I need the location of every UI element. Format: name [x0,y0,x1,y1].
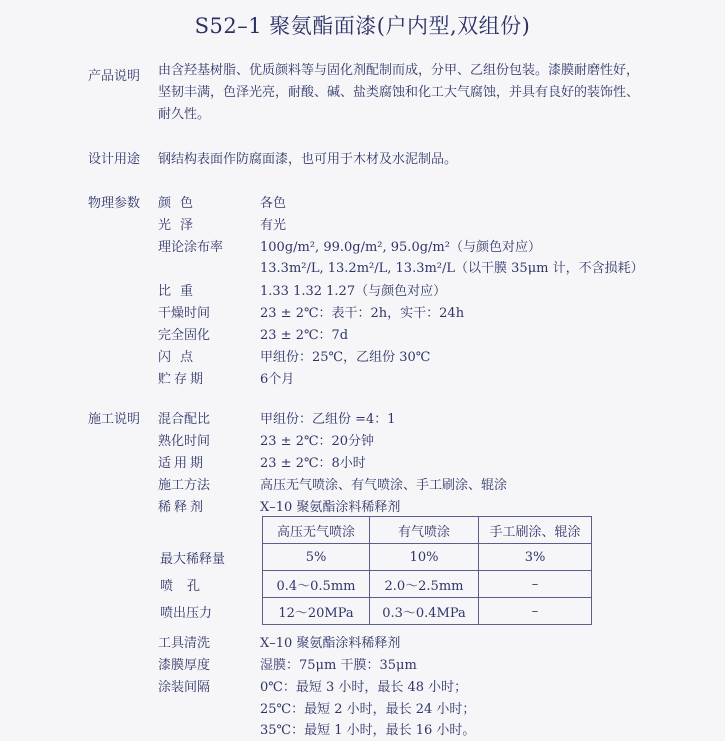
application-row [158,496,400,515]
param-value: 1.33 1.32 1.27（与颜色对应） [260,284,447,299]
param-value: 100g/m², 99.0g/m², 95.0g/m²（与颜色对应） [260,240,541,255]
param-row [158,324,348,343]
table-header: 有气喷涂 [370,517,479,544]
table-row-label: 最大稀释量 [160,552,226,567]
param-row [158,346,430,365]
table-cell: 0.4～0.5mm [263,571,370,598]
param-key: 完全固化 [158,328,211,343]
document-title: S52–1 聚氨酯面漆(户内型,双组份) [194,14,531,38]
interval-continued: 25℃：最短 2 小时，最长 24 小时； [260,702,476,717]
application-row [158,632,400,651]
application-key: 工具清洗 [158,636,211,651]
param-key: 光泽 [158,218,203,233]
section-label-usage: 设计用途 [88,152,141,167]
application-key: 涂装间隔 [158,680,211,695]
param-value-continued: 13.3m²/L, 13.2m²/L, 13.3m²/L（以干膜 35μm 计，不含损耗） [260,261,644,276]
dilution-table [262,516,592,625]
table-cell: 12～20MPa [263,598,370,625]
application-row [158,474,507,493]
param-key: 干燥时间 [158,306,211,321]
product-description [158,60,698,126]
param-value: 有光 [260,218,287,233]
application-value: X–10 聚氨酯涂料稀释剂 [260,500,401,515]
application-key: 稀释剂 [158,500,207,515]
application-value: 甲组份：乙组份 =4：1 [260,412,396,427]
table-header: 手工刷涂、辊涂 [479,517,592,544]
application-key: 施工方法 [158,478,211,493]
param-value: 6个月 [260,372,295,387]
param-row [158,280,446,299]
param-key: 理论涂布率 [158,240,224,255]
param-key: 比重 [158,284,203,299]
application-key: 漆膜厚度 [158,658,211,673]
table-row [263,598,592,625]
param-row [158,236,541,255]
table-cell: – [479,571,592,598]
application-value: 23 ± 2℃：8小时 [260,456,366,471]
section-label-physical: 物理参数 [88,196,141,211]
application-key: 混合配比 [158,412,211,427]
param-row [158,214,286,233]
application-row [158,452,366,471]
application-value: 23 ± 2℃：20分钟 [260,434,375,449]
application-value: X–10 聚氨酯涂料稀释剂 [260,636,401,651]
param-row [158,192,286,211]
application-row [158,654,417,673]
param-value: 各色 [260,196,287,211]
param-value: 甲组份：25℃，乙组份 30℃ [260,350,431,365]
interval-continued: 35℃：最短 1 小时，最长 16 小时。 [260,723,476,738]
application-row [158,676,467,695]
table-row-label: 喷出压力 [160,606,213,621]
table-header-row [263,517,592,544]
table-cell: 2.0～2.5mm [370,571,479,598]
param-row [158,368,294,387]
application-row [158,430,374,449]
table-cell: – [479,598,592,625]
table-row [263,571,592,598]
table-cell: 10% [370,544,479,571]
param-key: 贮存期 [158,372,207,387]
param-row [158,302,464,321]
table-header: 高压无气喷涂 [263,517,370,544]
usage-text: 钢结构表面作防腐面漆，也可用于木材及水泥制品。 [158,152,458,167]
table-cell: 3% [479,544,592,571]
param-key: 闪点 [158,350,203,365]
product-line: 耐久性。 [158,107,211,122]
param-value: 23 ± 2℃：7d [260,328,349,343]
product-line: 坚韧丰满，色泽光亮，耐酸、碱、盐类腐蚀和化工大气腐蚀，并具有良好的装饰性、 [158,85,640,100]
param-key: 颜色 [158,196,203,211]
section-label-product: 产品说明 [88,69,141,84]
application-key: 熟化时间 [158,434,211,449]
product-line: 由含羟基树脂、优质颜料等与固化剂配制而成，分甲、乙组份包装。漆膜耐磨性好， [158,63,640,78]
section-label-application: 施工说明 [88,412,141,427]
table-row [263,544,592,571]
table-cell: 5% [263,544,370,571]
table-cell: 0.3～0.4MPa [370,598,479,625]
param-value: 23 ± 2℃：表干：2h，实干：24h [260,306,465,321]
application-row [158,408,396,427]
application-key: 适用期 [158,456,207,471]
application-value: 高压无气喷涂、有气喷涂、手工刷涂、辊涂 [260,478,508,493]
table-row-label: 喷孔 [160,579,215,594]
application-value: 湿膜：75μm 干膜：35μm [260,658,417,673]
application-value: 0℃：最短 3 小时，最长 48 小时； [260,680,468,695]
